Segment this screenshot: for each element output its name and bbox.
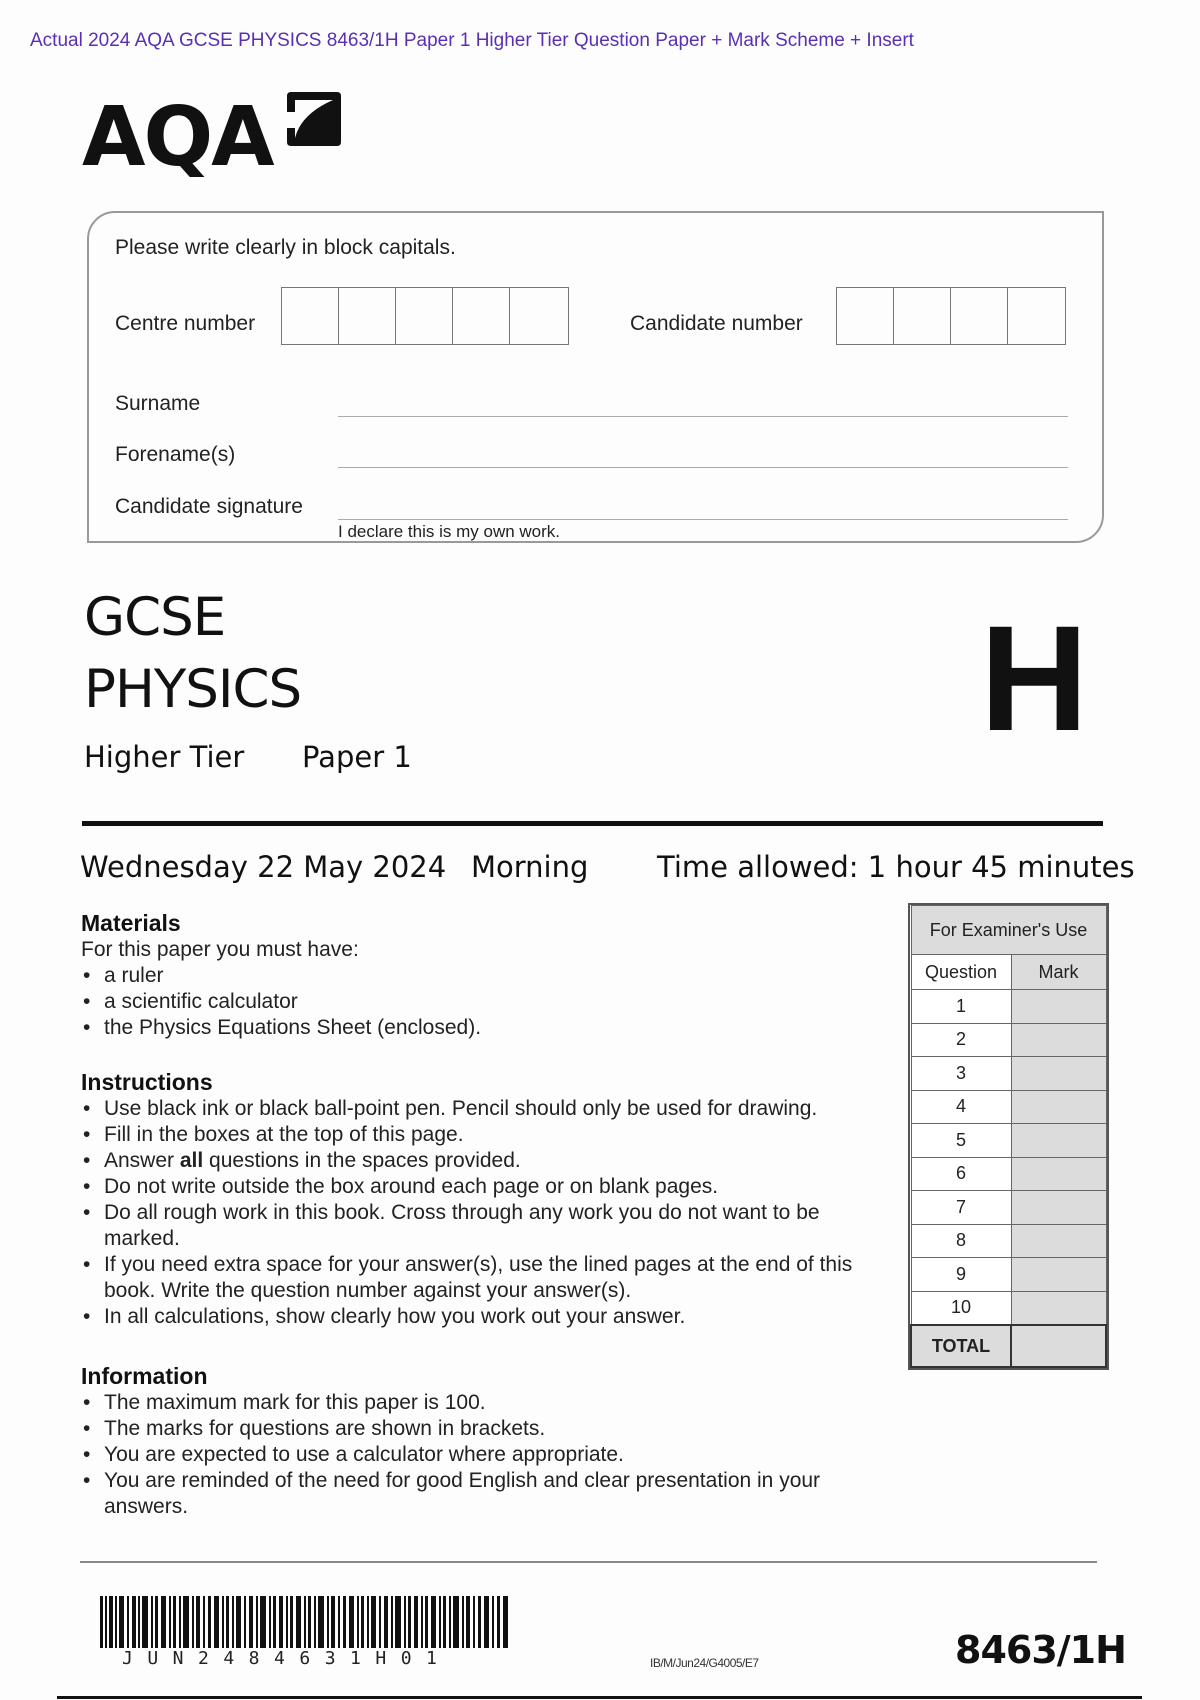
instructions-list [81,1096,871,1330]
divider-thin [80,1561,1097,1563]
barcode-text: JUN2484631H01 [122,1648,452,1669]
information-item: • You are expected to use a calculator where appropriate. [81,1442,821,1468]
question-number: 2 [911,1023,1011,1057]
centre-number-digit-box[interactable] [510,288,567,344]
instructions-item: • Do all rough work in this book. Cross through any work you do not want to be marked. [81,1200,824,1252]
paper-code: 8463/1H [955,1628,1126,1672]
forenames-label: Forename(s) [115,443,236,466]
materials-section [81,910,881,1041]
mark-cell [1011,1191,1106,1225]
question-number: 6 [911,1157,1011,1191]
time-allowed: Time allowed: 1 hour 45 minutes [657,850,1135,884]
subject-title: PHYSICS [84,659,302,720]
centre-number-label: Centre number [115,312,256,335]
mark-cell [1011,1291,1106,1325]
instructions-item: • Answer all questions in the spaces provided. [81,1148,871,1174]
materials-item: • a scientific calculator [81,989,881,1015]
candidate-number-label: Candidate number [630,312,803,335]
surname-label: Surname [115,392,201,415]
question-number: 8 [911,1224,1011,1258]
exam-date: Wednesday 22 May 2024 [80,850,447,884]
materials-list [81,963,881,1041]
aqa-logo [82,88,344,188]
materials-intro: For this paper you must have: [81,938,359,961]
mark-cell [1011,1057,1106,1091]
information-item: • You are reminded of the need for good English and clear presentation in your answers. [81,1468,821,1520]
candidate-details-box [87,211,1104,543]
centre-number-digit-box[interactable] [339,288,396,344]
mark-cell [1011,1090,1106,1124]
tier-label: Higher Tier [84,740,245,774]
centre-number-input[interactable] [281,287,569,345]
paper-label: Paper 1 [302,740,412,774]
tier-letter: H [980,594,1089,762]
instructions-item: • Use black ink or black ball-point pen. Pencil should only be used for drawing. [81,1096,871,1122]
instructions-item: • In all calculations, show clearly how you work out your answer. [81,1304,871,1330]
mark-column-header: Mark [1011,955,1106,990]
reference-code: IB/M/Jun24/G4005/E7 [650,1656,759,1670]
question-number: 1 [911,990,1011,1024]
forenames-field[interactable] [338,467,1068,468]
candidate-number-digit-box[interactable] [837,288,894,344]
centre-number-digit-box[interactable] [453,288,510,344]
logo-text: AQA [82,90,273,185]
aqa-leaf-mark-icon [287,92,341,146]
mark-cell [1011,1224,1106,1258]
mark-cell [1011,1258,1106,1292]
instructions-section [81,1069,871,1330]
question-number: 4 [911,1090,1011,1124]
candidate-number-input[interactable] [836,287,1066,345]
instructions-item: • Do not write outside the box around each page or on blank pages. [81,1174,871,1200]
mark-cell [1011,1157,1106,1191]
page-bottom-rule [57,1696,1142,1699]
materials-item: • a ruler [81,963,881,989]
information-section [81,1363,821,1520]
question-number: 10 [911,1291,1011,1325]
candidate-number-digit-box[interactable] [894,288,951,344]
total-label: TOTAL [911,1325,1011,1367]
information-item: • The marks for questions are shown in brackets. [81,1416,821,1442]
total-mark-cell [1011,1325,1106,1367]
qualification-title: GCSE [84,587,226,648]
examiners-use-table [908,903,1109,1370]
document-title[interactable]: Actual 2024 AQA GCSE PHYSICS 8463/1H Paper 1 Higher Tier Question Paper + Mark Scheme + Insert [30,30,914,51]
question-column-header: Question [911,955,1011,990]
signature-label: Candidate signature [115,495,303,518]
mark-cell [1011,1023,1106,1057]
divider-thick [82,821,1103,826]
examiners-use-title: For Examiner's Use [911,906,1106,955]
declaration-text: I declare this is my own work. [338,522,561,541]
mark-cell [1011,990,1106,1024]
instructions-heading: Instructions [81,1069,213,1095]
mark-cell [1011,1124,1106,1158]
materials-item: • the Physics Equations Sheet (enclosed). [81,1015,881,1041]
question-number: 5 [911,1124,1011,1158]
block-capitals-instruction: Please write clearly in block capitals. [115,236,456,259]
question-number: 3 [911,1057,1011,1091]
materials-heading: Materials [81,910,181,936]
instructions-item: • If you need extra space for your answer(s), use the lined pages at the end of this book. Write the question number against your answer(s). [81,1252,894,1304]
barcode-icon [100,1596,508,1648]
instructions-item: • Fill in the boxes at the top of this page. [81,1122,871,1148]
candidate-number-digit-box[interactable] [951,288,1008,344]
exam-session: Morning [471,850,589,884]
candidate-number-digit-box[interactable] [1008,288,1065,344]
information-heading: Information [81,1363,208,1389]
centre-number-digit-box[interactable] [396,288,453,344]
surname-field[interactable] [338,416,1068,417]
information-item: • The maximum mark for this paper is 100. [81,1390,821,1416]
question-number: 9 [911,1258,1011,1292]
centre-number-digit-box[interactable] [282,288,339,344]
question-number: 7 [911,1191,1011,1225]
signature-field[interactable] [338,519,1068,520]
information-list [81,1390,821,1520]
